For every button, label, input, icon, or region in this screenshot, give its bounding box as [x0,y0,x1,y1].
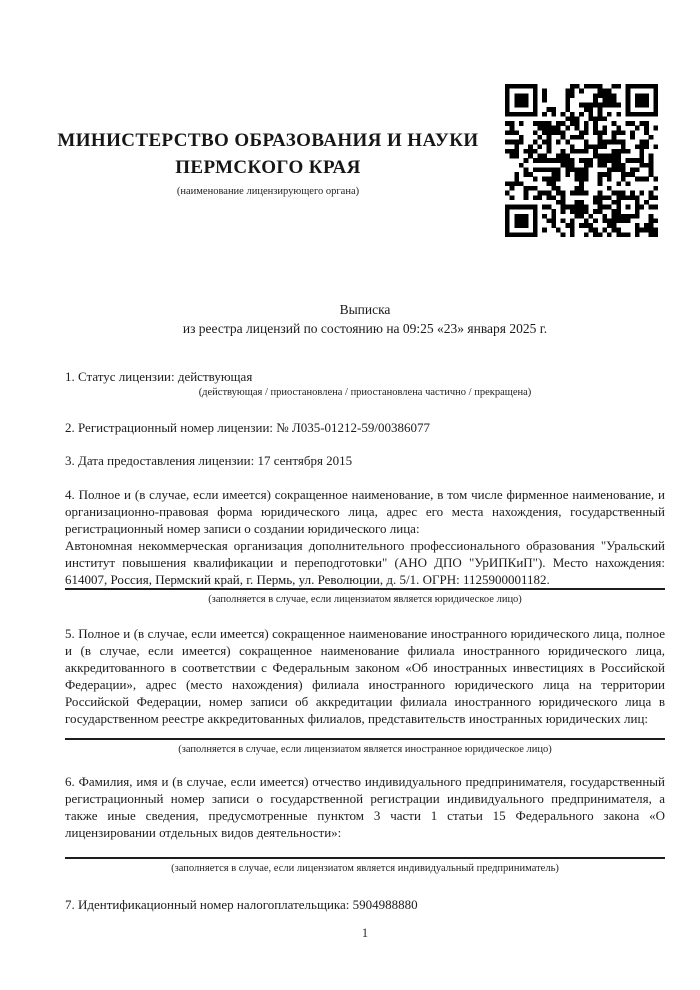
item-4-legal-entity-details: Автономная некоммерческая организация дополнительного профессионального образования "Уральский институт повышения квалификации и переподготовки" (АНО ДПО "УрИПКиП"). Место нахождения: 614007, Россия, Пермский край, г. Пермь, ул. Революции, д. 5/1. ОГРН: 1125900001182. [65,538,665,587]
item-6-entrepreneur-heading: 6. Фамилия, имя и (в случае, если имеется) отчество индивидуального предпринимателя, государственный регистрационный номер записи о государственной регистрации индивидуального предпринимателя, а также иные сведения, предусмотренные пунктом 3 части 1 статьи 15 Федерального закона «О лицензировании отдельных видов деятельности»: [65,774,665,840]
document-title-line2: из реестра лицензий по состоянию на 09:25 «23» января 2025 г. [182,321,548,336]
item-2-registration-number: 2. Регистрационный номер лицензии: № Л035-01212-59/00386077 [65,420,431,435]
item-4-fill-rule-caption: (заполняется в случае, если лицензиатом является юридическое лицо) [65,588,665,606]
document-header [38,127,498,198]
document-title-line1: Выписка [339,302,391,317]
item-7-taxpayer-number: 7. Идентификационный номер налогоплательщика: 5904988880 [65,897,418,912]
document-title [65,300,665,338]
item-4-legal-entity-heading: 4. Полное и (в случае, если имеется) сокращенное наименование, в том числе фирменное наименование, и организационно-правовая форма юридического лица, адрес его места нахождения, государственный регистрационный номер записи о создании юридического лица: [65,487,665,536]
item-5-foreign-entity-heading: 5. Полное и (в случае, если имеется) сокращенное наименование иностранного юридического лица, полное и (в случае, если имеется) сокращенное наименование филиала иностранного юридического лица, аккредитованного в соответствии с Федеральным законом «Об иностранных инвестициях в Российской Федерации», адрес (место нахождения) филиала иностранного юридического лица на территории Российской Федерации, номер записи об аккредитации филиала иностранного юридического лица в государственном реестре аккредитованных филиалов, представительств иностранных юридических лиц: [65,626,665,726]
licensing-authority-name-line2: ПЕРМСКОГО КРАЯ [175,157,361,178]
item-1-license-status: 1. Статус лицензии: действующая [65,369,253,384]
item-3-grant-date: 3. Дата предоставления лицензии: 17 сентября 2015 [65,453,353,468]
licensing-authority-caption: (наименование лицензирующего органа) [176,186,360,197]
licensing-authority-name-line1: МИНИСТЕРСТВО ОБРАЗОВАНИЯ И НАУКИ [57,130,479,151]
item-6-fill-rule-caption: (заполняется в случае, если лицензиатом является индивидуальный предприниматель) [65,857,665,875]
qr-code-icon [505,84,658,237]
item-1-status-options-caption: (действующая / приостановлена / приостановлена частично / прекращена) [198,387,532,398]
page-number: 1 [361,926,369,940]
item-5-fill-rule-caption: (заполняется в случае, если лицензиатом является иностранное юридическое лицо) [65,738,665,756]
